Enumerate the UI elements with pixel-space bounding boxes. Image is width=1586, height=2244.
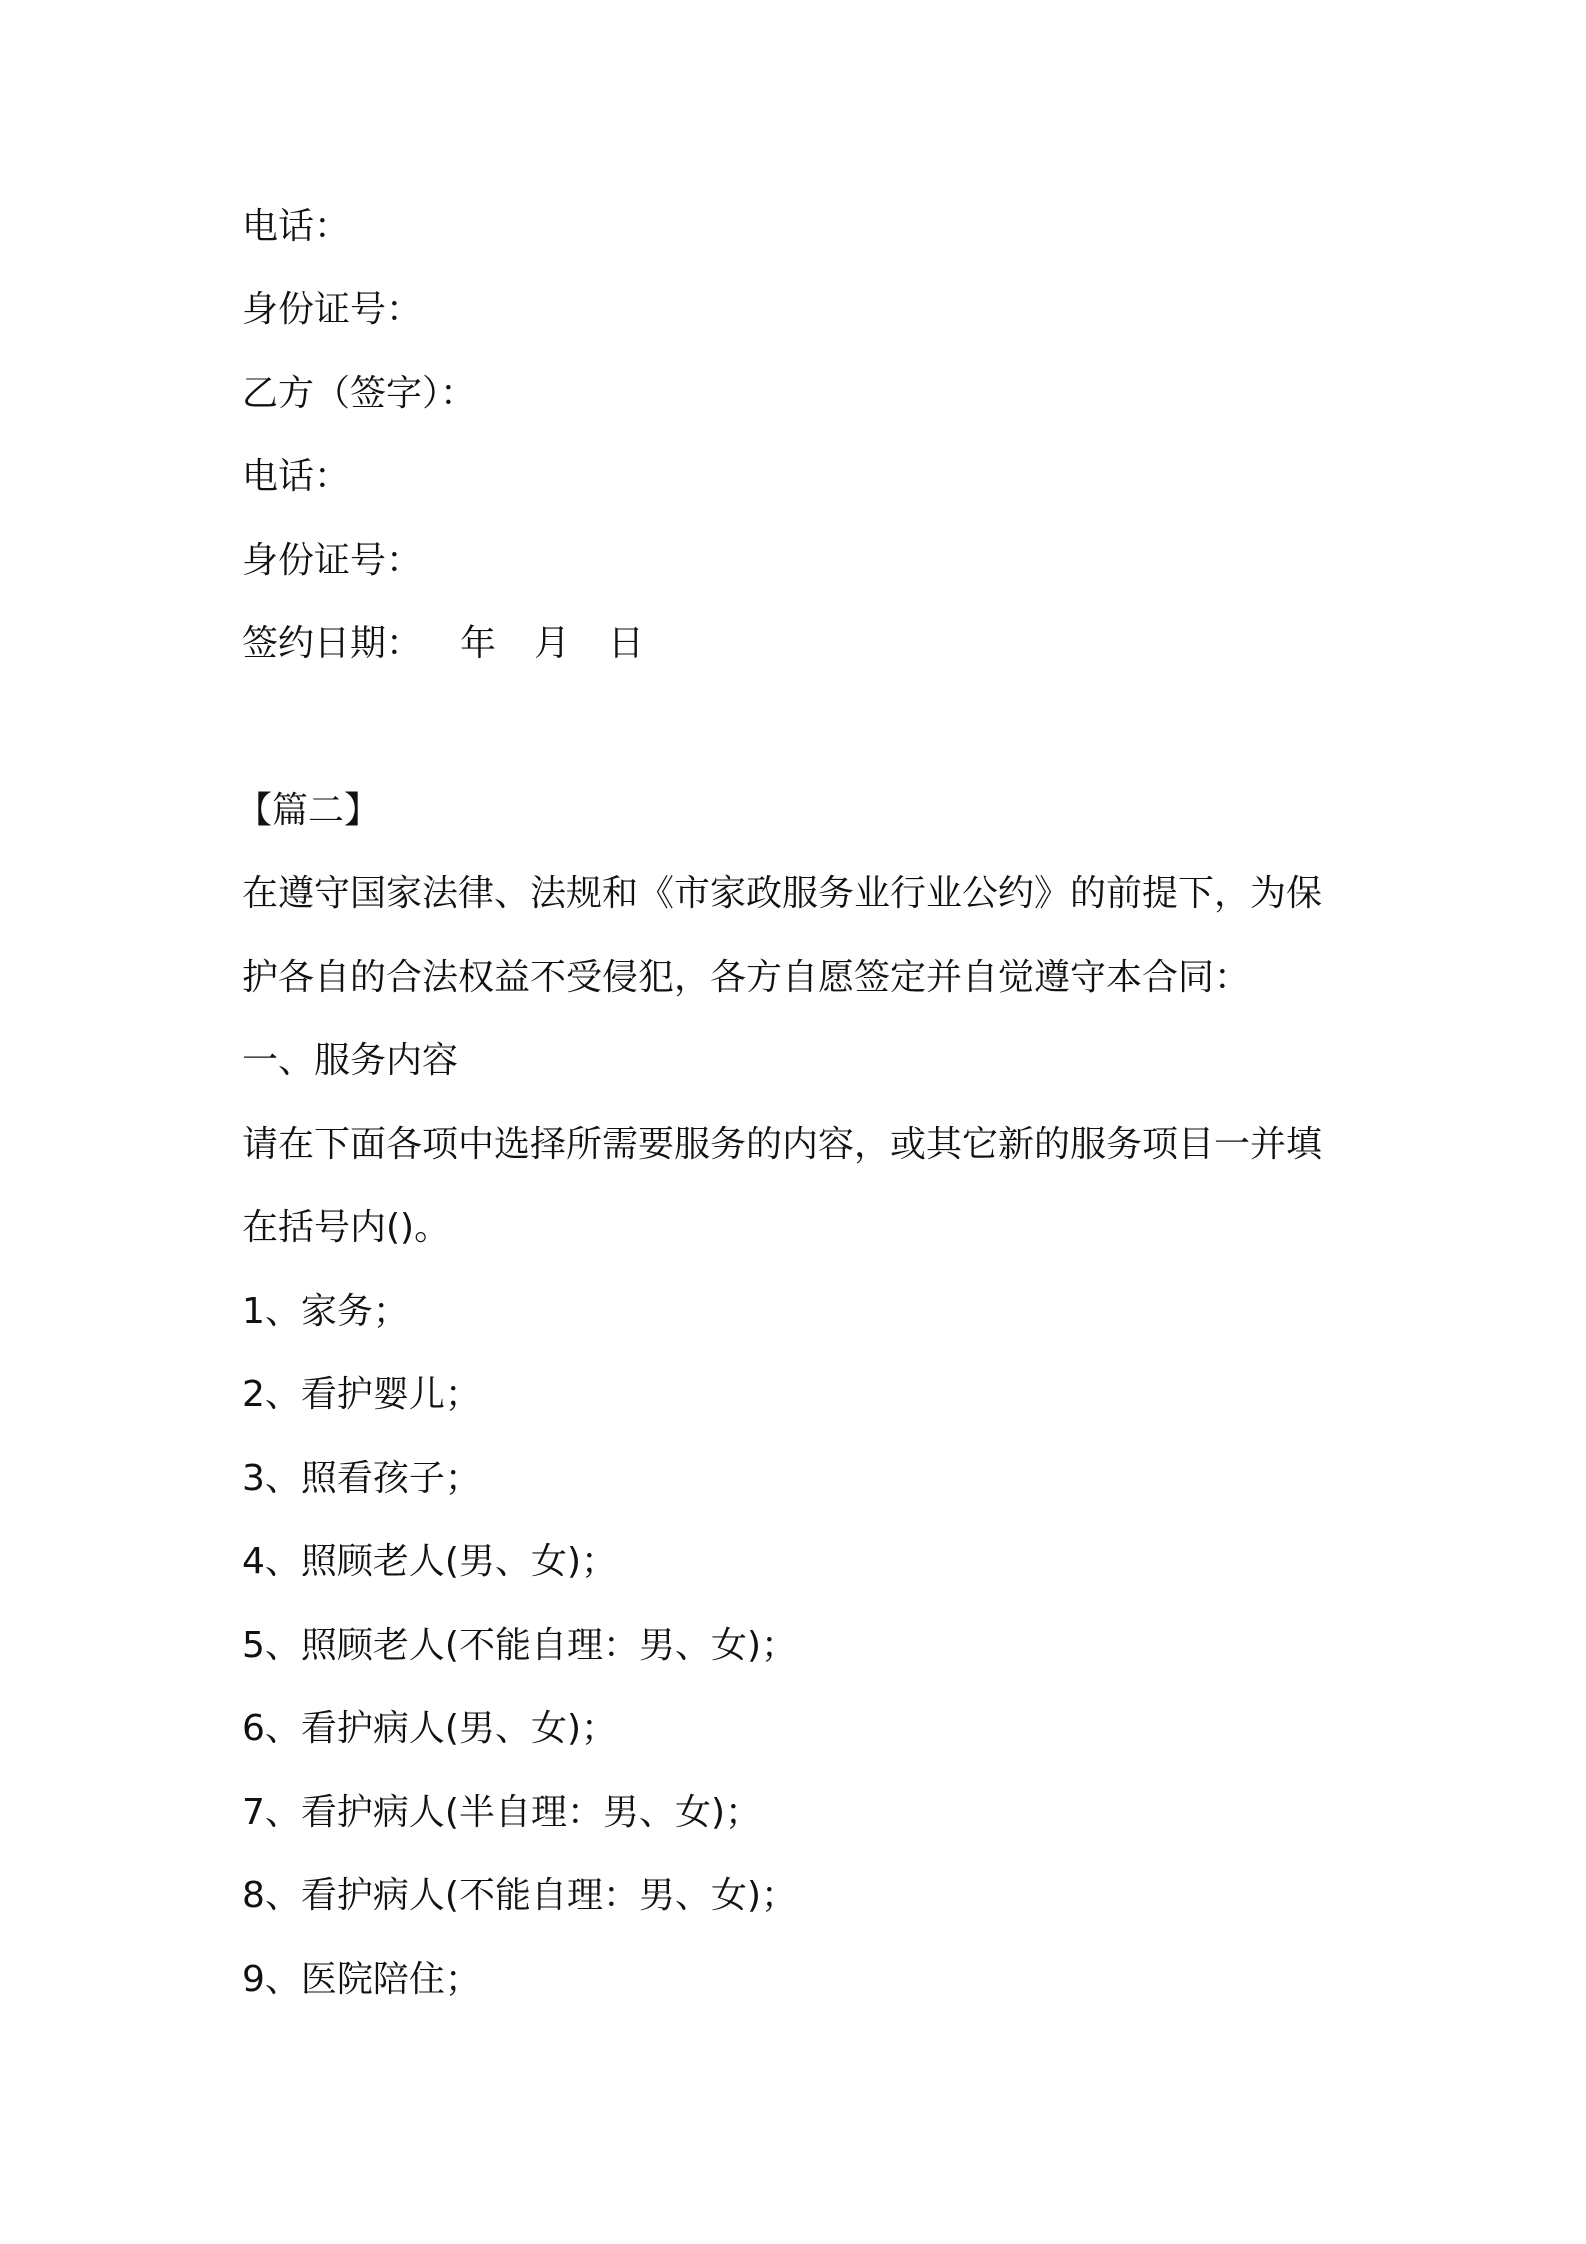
party-a-phone-label: 电话： (242, 206, 351, 247)
date-year-label: 年 (460, 623, 497, 664)
party-b-signature-label: 乙方（签字）： (242, 373, 477, 414)
service-item: 3、照看孩子； (242, 1458, 481, 1499)
instruction-line-2: 在括号内()。 (242, 1207, 451, 1248)
intro-paragraph-line-2: 护各自的合法权益不受侵犯，各方自愿签定并自觉遵守本合同： (242, 957, 1251, 998)
service-item: 7、看护病人(半自理：男、女)； (242, 1792, 761, 1833)
service-item: 4、照顾老人(男、女)； (242, 1541, 617, 1582)
service-item: 1、家务； (242, 1291, 409, 1332)
party-a-id-label: 身份证号： (242, 289, 423, 330)
service-item: 2、看护婴儿； (242, 1374, 481, 1415)
date-month-label: 月 (534, 623, 571, 664)
signing-date-line (242, 620, 644, 668)
party-b-phone-label: 电话： (242, 456, 351, 497)
service-item: 8、看护病人(不能自理：男、女)； (242, 1875, 797, 1916)
service-content-heading: 一、服务内容 (242, 1040, 459, 1081)
service-item: 9、医院陪住； (242, 1959, 481, 2000)
party-b-id-label: 身份证号： (242, 540, 423, 581)
service-item: 5、照顾老人(不能自理：男、女)； (242, 1625, 797, 1666)
intro-paragraph-line-1: 在遵守国家法律、法规和《市家政服务业行业公约》的前提下，为保 (242, 873, 1323, 914)
service-item: 6、看护病人(男、女)； (242, 1708, 617, 1749)
date-day-label: 日 (608, 623, 645, 664)
signing-date-label: 签约日期： (242, 623, 423, 664)
section-title: 【篇二】 (236, 790, 381, 831)
instruction-line-1: 请在下面各项中选择所需要服务的内容，或其它新的服务项目一并填 (242, 1124, 1323, 1165)
